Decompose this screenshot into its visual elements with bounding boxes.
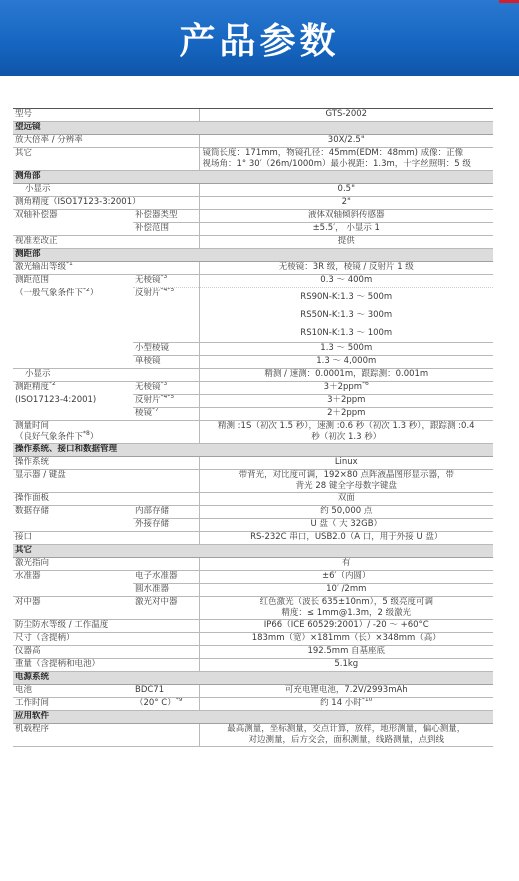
row-sublabel	[133, 382, 199, 395]
row-sublabel	[133, 288, 199, 307]
footnote-mark: *4*5	[160, 287, 175, 294]
row-label: 重量（含提柄和电池）	[13, 659, 199, 672]
row-value: 精测 / 速测：0.0001m，跟踪测：0.001m	[199, 369, 493, 382]
row-sublabel-spacer	[133, 306, 199, 324]
spec-row-plummet	[13, 597, 493, 620]
row-label-spacer	[13, 584, 133, 597]
value-line: 秒（初次 1.3 秒）	[311, 432, 382, 442]
row-label-spacer	[13, 343, 133, 356]
spec-row-range-rs90	[13, 288, 493, 307]
section-title: 电源系统	[13, 672, 493, 685]
row-label: 双轴补偿器	[15, 210, 58, 220]
row-label-spacer	[13, 519, 133, 532]
row-value: Linux	[199, 457, 493, 470]
section-title: 测角部	[13, 171, 493, 184]
section-other	[13, 545, 493, 558]
row-label-spacer	[13, 356, 133, 369]
row-label: 小显示	[13, 184, 199, 197]
value-line: 精度：≤ 1mm@1.3m，2 级激光	[281, 608, 412, 618]
row-label: 型号	[13, 109, 199, 122]
spec-row-range-rs10	[13, 324, 493, 343]
row-value	[199, 421, 493, 444]
row-value: 0.5"	[199, 184, 493, 197]
footnote-mark: *4*5	[160, 394, 175, 401]
sublabel-text: 无棱镜	[135, 382, 161, 392]
spec-row-range-prismless	[13, 275, 493, 288]
row-value: 192.5mm 自基座底	[199, 646, 493, 659]
row-sublabel-spacer	[133, 324, 199, 343]
footnote-mark: *6	[362, 381, 369, 388]
row-label-spacer	[13, 324, 133, 343]
row-value: 双面	[199, 493, 493, 506]
row-value: U 盘（ 大 32GB）	[199, 519, 493, 532]
spec-row-display	[13, 470, 493, 493]
row-label: 测距范围	[15, 275, 50, 285]
row-label	[13, 262, 199, 275]
value-line: 红色激光（波长 635±10nm），5 级亮度可调	[259, 597, 433, 607]
spec-row-magnification	[13, 135, 493, 148]
spec-row-accuracy-reflector	[13, 395, 493, 408]
row-value	[199, 724, 493, 747]
label-text: 测量时间	[15, 421, 50, 431]
sublabel-text: （20° C）	[135, 698, 176, 708]
sublabel-text: 棱镜	[135, 408, 153, 418]
row-sublabel	[133, 408, 199, 421]
spec-row-compensator-range	[13, 223, 493, 236]
section-title: 应用软件	[13, 711, 493, 724]
label-text: ）	[89, 287, 99, 298]
value-line: 镜筒长度：171mm，物镜孔径：45mm(EDM：48mm) 成像：正像	[202, 148, 464, 158]
row-label: 尺寸（含提柄）	[13, 633, 199, 646]
section-distance	[13, 249, 493, 262]
row-value: 1.3 ～ 4,000m	[199, 356, 493, 369]
row-label: 视准差改正	[13, 236, 199, 249]
spec-row-panel	[13, 493, 493, 506]
spec-row-level-electronic	[13, 571, 493, 584]
row-label: 对中器	[13, 597, 133, 620]
spec-row-storage-external	[13, 519, 493, 532]
row-label: 显示器 / 键盘	[13, 470, 199, 493]
row-label	[13, 288, 133, 307]
row-sublabel: 电子水准器	[133, 571, 199, 584]
row-sublabel: BDC71	[133, 685, 199, 698]
footnote-mark: *8	[83, 430, 90, 438]
row-value: 3＋2ppm	[199, 395, 493, 408]
row-value	[199, 148, 493, 171]
row-value: RS-232C 串口，USB2.0（A 口，用于外接 U 盘）	[199, 532, 493, 545]
row-label: 激光指向	[13, 558, 199, 571]
spec-row-telescope-other	[13, 148, 493, 171]
header-banner	[0, 0, 519, 76]
row-sublabel: 激光对中器	[133, 597, 199, 620]
label-text: 测距精度	[15, 382, 50, 392]
row-value: 30X/2.5"	[199, 135, 493, 148]
row-value: 0.3 ～ 400m	[199, 275, 493, 288]
row-label: 水准器	[15, 571, 41, 581]
value-text: 约 14 小时	[320, 698, 362, 708]
footnote-mark: *2	[83, 287, 90, 293]
footnote-mark: *2	[49, 381, 56, 388]
row-sublabel: 内部存储	[133, 506, 199, 519]
row-value: 2"	[199, 197, 493, 210]
row-value	[199, 382, 493, 395]
row-label: 仪器高	[13, 646, 199, 659]
spec-row-os	[13, 457, 493, 470]
row-sublabel: 补偿范围	[133, 223, 199, 236]
accent-stripe	[499, 0, 519, 3]
section-title: 望远镜	[13, 122, 493, 135]
row-value	[199, 698, 493, 711]
row-sublabel: 小型棱镜	[133, 343, 199, 356]
row-value: ±6′（内圆）	[199, 571, 493, 584]
footnote-mark: *10	[361, 697, 373, 704]
row-label	[13, 382, 133, 395]
footnote-mark: *3	[160, 274, 168, 281]
row-value	[199, 597, 493, 620]
row-value: 液体双轴倾斜传感器	[199, 210, 493, 223]
value-line: 最高测量，坐标测量，交点计算，放样，地形测量，偏心测量，	[227, 724, 466, 734]
spec-row-angle-accuracy	[13, 197, 493, 210]
row-value: 有	[199, 558, 493, 571]
spec-row-battery	[13, 685, 493, 698]
row-value	[199, 470, 493, 493]
row-label	[13, 421, 199, 444]
row-value: 5.1kg	[199, 659, 493, 672]
sublabel-text: 无棱镜	[135, 275, 161, 285]
value-line: 视场角：1° 30′（26m/1000m）最小视距：1.3m，十字丝照明：5 级	[202, 159, 471, 169]
row-value: 1.3 ～ 500m	[199, 343, 493, 356]
row-sublabel: 单棱镜	[133, 356, 199, 369]
spec-row-range-mini-prism	[13, 343, 493, 356]
row-sublabel	[133, 698, 199, 711]
spec-row-model	[13, 109, 493, 122]
row-sublabel	[133, 275, 199, 288]
spec-row-laser-pointer	[13, 558, 493, 571]
row-label-spacer	[13, 408, 133, 421]
row-label: 机载程序	[13, 724, 199, 747]
section-telescope	[13, 122, 493, 135]
row-sublabel: 外接存储	[133, 519, 199, 532]
value-text: 3＋2ppm	[323, 382, 363, 392]
row-value: RS10N-K:1.3 ～ 100m	[199, 324, 493, 343]
row-sublabel	[133, 395, 199, 408]
spec-row-laser-class	[13, 262, 493, 275]
spec-row-range-single-prism	[13, 356, 493, 369]
spec-row-storage-internal	[13, 506, 493, 519]
section-title: 测距部	[13, 249, 493, 262]
row-sublabel: 补偿器类型	[133, 210, 199, 223]
label-text: ）	[89, 432, 99, 442]
spec-row-accuracy-prismless	[13, 382, 493, 395]
spec-row-compensator-type	[13, 210, 493, 223]
row-value: 无棱镜：3R 级，棱镜 / 反射片 1 级	[199, 262, 493, 275]
value-line: 带背光，对比度可调，192×80 点阵液晶图形显示器，带	[238, 470, 454, 480]
value-line: 精测 :1S（初次 1.5 秒），速测 :0.6 秒（初次 1.3 秒），跟踪测 :0.4	[217, 421, 475, 431]
row-label: 防尘防水等级 / 工作温度	[13, 620, 199, 633]
row-label-spacer	[13, 223, 133, 236]
spec-row-programs	[13, 724, 493, 747]
spec-row-level-circular	[13, 584, 493, 597]
row-value: IP66（ICE 60529:2001）/ -20 ～ +60°C	[199, 620, 493, 633]
label-text: （一般气象条件下	[15, 287, 84, 298]
spec-row-weight	[13, 659, 493, 672]
row-label: 操作面板	[13, 493, 199, 506]
spec-row-collimation	[13, 236, 493, 249]
section-software	[13, 711, 493, 724]
row-value: 183mm（宽）×181mm（长）×348mm（高）	[199, 633, 493, 646]
spec-row-work-time	[13, 698, 493, 711]
spec-row-accuracy-prism	[13, 408, 493, 421]
row-value: 提供	[199, 236, 493, 249]
spec-row-instrument-height	[13, 646, 493, 659]
row-label: 测角精度（ISO17123-3:2001）	[13, 197, 199, 210]
page-title: 产品参数	[179, 20, 340, 62]
row-value: ±5.5′， 小显示 1	[199, 223, 493, 236]
row-value: RS50N-K:1.3 ～ 300m	[199, 306, 493, 324]
row-label: 小显示	[13, 369, 199, 382]
section-title: 其它	[13, 545, 493, 558]
sublabel-text: 反射片	[135, 288, 161, 298]
label-text: （良好气象条件下	[15, 432, 84, 442]
section-angle	[13, 171, 493, 184]
row-value: RS90N-K:1.3 ～ 500m	[199, 288, 493, 307]
row-label: 数据存储	[15, 506, 50, 516]
spec-row-range-rs50	[13, 306, 493, 324]
row-label: 放大倍率 / 分辨率	[13, 135, 199, 148]
spec-row-size	[13, 633, 493, 646]
row-label: (ISO17123-4:2001)	[15, 394, 97, 405]
row-label: 接口	[13, 532, 199, 545]
row-sublabel: 圆水准器	[133, 584, 199, 597]
section-os	[13, 444, 493, 457]
row-label: 其它	[13, 148, 199, 171]
value-line: 对边测量，后方交会，面积测量，线路测量，点到线	[248, 735, 445, 745]
spec-row-ip-rating	[13, 620, 493, 633]
spec-row-min-display	[13, 184, 493, 197]
row-label: 工作时间	[13, 698, 133, 711]
value-line: 背光 28 键全字母数字键盘	[295, 481, 397, 491]
sublabel-text: 反射片	[135, 395, 161, 405]
spec-table	[13, 108, 493, 747]
row-value: 约 50,000 点	[199, 506, 493, 519]
section-power	[13, 672, 493, 685]
section-title: 操作系统、接口和数据管理	[13, 444, 493, 457]
row-value: 10′ /2mm	[199, 584, 493, 597]
footnote-mark: *7	[152, 407, 159, 414]
row-value: GTS-2002	[199, 109, 493, 122]
spec-row-interface	[13, 532, 493, 545]
footnote-mark: *3	[160, 381, 168, 388]
row-label: 操作系统	[13, 457, 199, 470]
row-value: 2＋2ppm	[199, 408, 493, 421]
footnote-mark: *9	[175, 697, 183, 704]
label-text: 激光输出等级	[15, 262, 67, 272]
spec-row-measure-time	[13, 421, 493, 444]
row-value: 可充电锂电池，7.2V/2993mAh	[199, 685, 493, 698]
row-label-spacer	[13, 306, 133, 324]
row-label: 电池	[13, 685, 133, 698]
footnote-mark: *1	[66, 261, 73, 268]
spec-row-dist-min-display	[13, 369, 493, 382]
